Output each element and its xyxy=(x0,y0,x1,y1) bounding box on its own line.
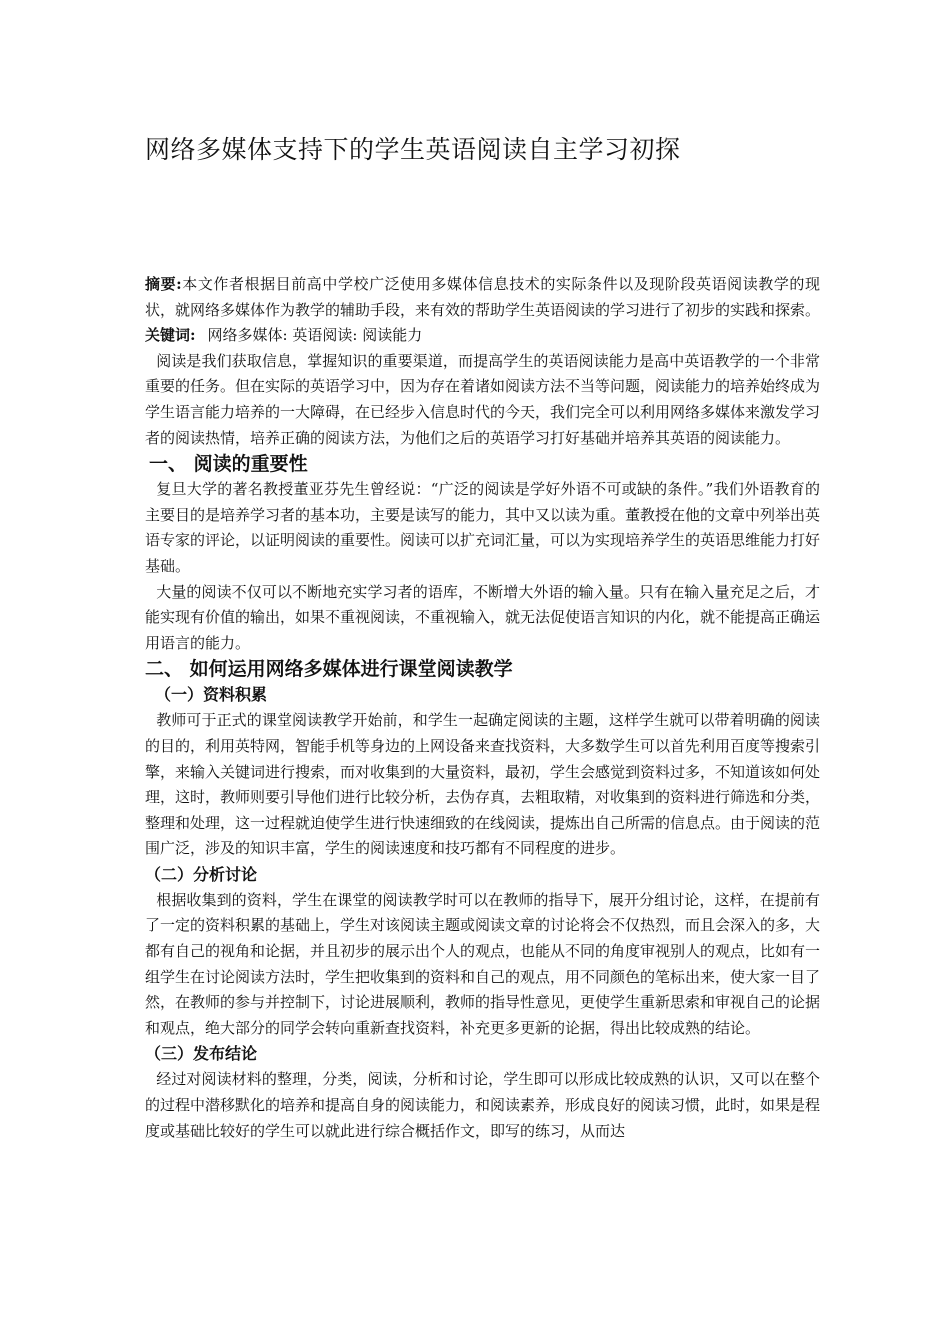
intro-paragraph: 阅读是我们获取信息，掌握知识的重要渠道，而提高学生的英语阅读能力是高中英语教学的一个非常重要的任务。但在实际的英语学习中，因为存在着诸如阅读方法不当等问题，阅读能力的培养始终成为学生语言能力培养的一大障碍，在已经步入信息时代的今天，我们完全可以利用网络多媒体来激发学习者的阅读热情，培养正确的阅读方法，为他们之后的英语学习打好基础并培养其英语的阅读能力。 xyxy=(145,351,821,447)
abstract-text: 本文作者根据目前高中学校广泛使用多媒体信息技术的实际条件以及现阶段英语阅读教学的现状，就网络多媒体作为教学的辅助手段，来有效的帮助学生英语阅读的学习进行了初步的实践和探索。 xyxy=(145,275,821,319)
document-body xyxy=(145,272,820,1144)
keywords-label: 关键词: xyxy=(145,326,196,345)
subsection1-heading: （一）资料积累 xyxy=(155,685,268,705)
section1-paragraph-2: 大量的阅读不仅可以不断地充实学习者的语库，不断增大外语的输入量。只有在输入量充足之后，才能实现有价值的输出，如果不重视阅读，不重视输入，就无法促使语言知识的内化，就不能提高正确运用语言的能力。 xyxy=(145,582,821,652)
subsection1-paragraph: 教师可于正式的课堂阅读教学开始前，和学生一起确定阅读的主题，这样学生就可以带着明确的阅读的目的，利用英特网，智能手机等身边的上网设备来查找资料，大多数学生可以首先利用百度等搜索引擎，来输入关键词进行搜索，而对收集到的大量资料，最初，学生会感觉到资料过多，不知道该如何处理，这时，教师则要引导他们进行比较分析，去伪存真，去粗取精，对收集到的资料进行筛选和分类，整理和处理，这一过程就迫使学生进行快速细致的在线阅读，提炼出自己所需的信息点。由于阅读的范围广泛，涉及的知识丰富，学生的阅读速度和技巧都有不同程度的进步。 xyxy=(145,711,821,858)
subsection2-paragraph: 根据收集到的资料，学生在课堂的阅读教学时可以在教师的指导下，展开分组讨论，这样，在提前有了一定的资料积累的基础上，学生对该阅读主题或阅读文章的讨论将会不仅热烈，而且会深入的多，大都有自己的视角和论据，并且初步的展示出个人的观点，也能从不同的角度审视别人的观点，比如有一组学生在讨论阅读方法时，学生把收集到的资料和自己的观点，用不同颜色的笔标出来，使大家一目了然，在教师的参与并控制下，讨论进展顺利，教师的指导性意见，更使学生重新思索和审视自己的论据和观点，绝大部分的同学会转向重新查找资料，补充更多更新的论据，得出比较成熟的结论。 xyxy=(145,890,821,1037)
keywords-text: 网络多媒体: 英语阅读: 阅读能力 xyxy=(207,326,423,345)
abstract-label: 摘要: xyxy=(145,275,182,293)
section2-heading: 二、 如何运用网络多媒体进行课堂阅读教学 xyxy=(145,658,513,681)
subsection2-heading: （二）分析讨论 xyxy=(145,864,258,884)
keywords-paragraph xyxy=(145,323,820,349)
section1-paragraph-1: 复旦大学的著名教授董亚芬先生曾经说：“广泛的阅读是学好外语不可或缺的条件。”我们外语教育的主要目的是培养学习者的基本功，主要是读写的能力，其中又以读为重。董教授在他的文章中列举出英语专家的评论，以证明阅读的重要性。阅读可以扩充词汇量，可以为实现培养学生的英语思维能力打好基础。 xyxy=(145,480,821,575)
subsection3-heading: （三）发布结论 xyxy=(145,1044,258,1064)
section1-heading: 一、 阅读的重要性 xyxy=(149,453,308,476)
document-title: 网络多媒体支持下的学生英语阅读自主学习初探 xyxy=(145,135,681,164)
abstract-paragraph xyxy=(145,272,820,323)
subsection3-paragraph: 经过对阅读材料的整理，分类，阅读，分析和讨论，学生即可以形成比较成熟的认识，又可以在整个的过程中潜移默化的培养和提高自身的阅读能力，和阅读素养，形成良好的阅读习惯，此时，如果是程度或基础比较好的学生可以就此进行综合概括作文，即写的练习，从而达 xyxy=(145,1070,821,1140)
